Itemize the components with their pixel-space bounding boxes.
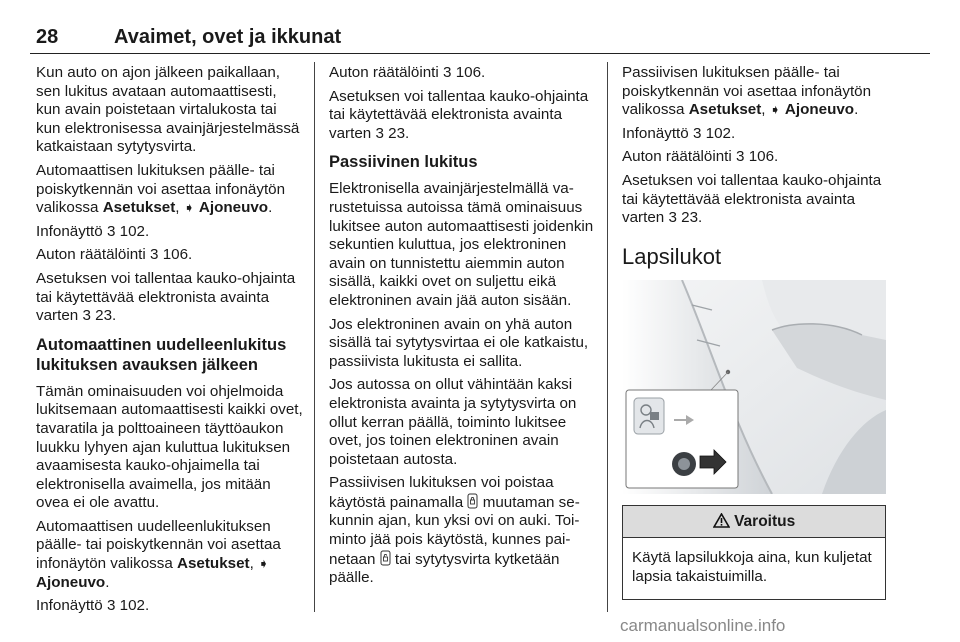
- menu-arrow-icon: ➧: [258, 556, 269, 572]
- door-edge-drawing: [622, 280, 886, 494]
- column-3: [622, 64, 887, 600]
- paragraph: Automaattisen uudelleenlukituksen päälle- tai poiskytkennän voi asettaa infonäytön valikossa Asetukset, ➧ Ajoneuvo.: [36, 517, 281, 591]
- paragraph: Tämän ominaisuuden voi ohjelmoida lukitsemaan automaattisesti kaikki ovet, tavaratila ja polttoaineen täyttöaukon luukku lyhyen ajan kuluttua lukituksen avaamisesta kauko-ohjaimella tai elektronisella avaimella, jos mitään ovea ei ole avattu.: [36, 382, 303, 512]
- paragraph: Jos elektroninen avain on yhä auton sisällä tai sytytysvirtaa ei ole katkaistu, passiivista lukitusta ei sallita.: [329, 315, 589, 370]
- paragraph: Infonäyttö 3 102.: [36, 597, 150, 615]
- page-ref-icon: 3: [692, 124, 702, 142]
- warning-title: Varoitus: [734, 513, 796, 531]
- paragraph: Infonäyttö 3 102.: [622, 124, 736, 142]
- watermark-text: carmanualsonline.info: [620, 616, 786, 635]
- page-ref: 106: [455, 64, 482, 81]
- page-ref-icon: 3: [668, 209, 677, 227]
- paragraph: Elektronisella avainjärjestelmällä varustetuissa autoissa tämä ominaisuus lukitsee auton automaattisesti joidenkin sekuntien kuluttua, jos elektroninen avain on tunnistettu aiemmin auton sisällä, kaikki ovet on suljettu eikä elektroninen avain jää auton sisään.: [329, 180, 594, 309]
- menu-arrow-icon: ➧: [183, 200, 195, 216]
- lock-button-icon: [467, 493, 478, 509]
- column-1: [36, 64, 304, 621]
- page-ref-icon: 3: [82, 307, 91, 325]
- paragraph: Asetuksen voi tallentaa kauko-ohjainta tai käytettävää elektronista avainta varten 3 23.: [622, 171, 882, 227]
- menu-name: Asetukset: [102, 199, 176, 217]
- paragraph: Asetuksen voi tallentaa kauko-ohjainta tai käytettävää elektronista avainta varten 3 23.: [329, 87, 589, 142]
- paragraph: Auton räätälöinti 3 106.: [622, 148, 779, 166]
- menu-name: Ajoneuvo: [36, 573, 106, 591]
- page-ref: 23: [95, 307, 113, 325]
- paragraph: Infonäyttö 3 102.: [36, 222, 150, 240]
- paragraph: Auton räätälöinti 3 106.: [329, 64, 486, 81]
- page-number: 28: [36, 26, 59, 48]
- paragraph: Asetuksen voi tallentaa kauko-ohjainta tai käytettävää elektronista avainta varten 3 23.: [36, 269, 296, 325]
- menu-name: Asetukset: [177, 555, 250, 573]
- unlock-button-icon: [380, 550, 391, 566]
- warning-box: [622, 505, 886, 599]
- page-ref-icon: 3: [443, 64, 452, 81]
- section-heading: Passiivinen lukitus: [329, 153, 478, 172]
- page-ref: 102: [119, 597, 145, 615]
- menu-name: Ajoneuvo: [198, 199, 269, 217]
- page-ref: 23: [681, 209, 699, 227]
- page-ref-icon: 3: [106, 222, 116, 240]
- section-heading: Automaattinen uudelleenlukitus lukituksen avauksen jälkeen: [36, 335, 287, 374]
- section-title: Lapsilukot: [622, 243, 722, 269]
- paragraph: Passiivisen lukituksen päälle- tai poiskytkennän voi asettaa infonäytön valikossa Asetukset, ➧ Ajoneuvo.: [622, 64, 872, 119]
- page-ref-icon: 3: [736, 148, 745, 166]
- paragraph: Automaattisen lukituksen päälle- tai poiskytkennän voi asettaa infonäytön valikossa Asetukset, ➧ Ajoneuvo.: [36, 161, 286, 217]
- warning-text: Käytä lapsilukkoja aina, kun kuljetat lapsia takaistuimilla.: [632, 549, 872, 585]
- warning-triangle-icon: [713, 513, 730, 528]
- menu-name: Ajoneuvo: [784, 101, 855, 119]
- page-ref-icon: 3: [375, 124, 384, 142]
- page-ref: 23: [388, 124, 406, 142]
- paragraph: Kun auto on ajon jälkeen paikallaan, sen lukitus avataan automaattisesti, kun avain poistetaan virtalukosta tai kun elektronisessa avainjärjestelmässä katkaistaan sytytysvirta.: [36, 64, 300, 156]
- paragraph: Jos autossa on ollut vähintään kaksi elektronista avainta ja sytytysvirta on ollut kerran päällä, toiminto lukitsee ovet, jos toinen elektroninen avain poistetaan autosta.: [329, 376, 577, 468]
- chapter-title: Avaimet, ovet ja ikkunat: [114, 26, 342, 48]
- page-ref: 102: [119, 222, 145, 240]
- page-ref: 102: [705, 124, 731, 142]
- page-ref: 106: [162, 246, 189, 264]
- menu-arrow-icon: ➧: [769, 102, 781, 118]
- column-2: [329, 64, 595, 593]
- page-ref: 106: [748, 148, 775, 166]
- page-ref-icon: 3: [106, 597, 116, 615]
- warning-header: [623, 506, 885, 538]
- page-ref-icon: 3: [150, 246, 159, 264]
- child-lock-illustration: [622, 280, 886, 494]
- menu-name: Asetukset: [688, 101, 762, 119]
- page-header: [30, 26, 930, 54]
- column-separator: [314, 62, 315, 612]
- paragraph: Auton räätälöinti 3 106.: [36, 246, 193, 264]
- column-separator: [607, 62, 608, 612]
- paragraph: Passiivisen lukituksen voi poistaa käytöstä painamalla muutaman sekunnin ajan, kun yksi ovi on auki. Toiminto jää pois käytöstä, kunnes painetaan tai sytytysvirta kytketään päälle.: [329, 474, 580, 587]
